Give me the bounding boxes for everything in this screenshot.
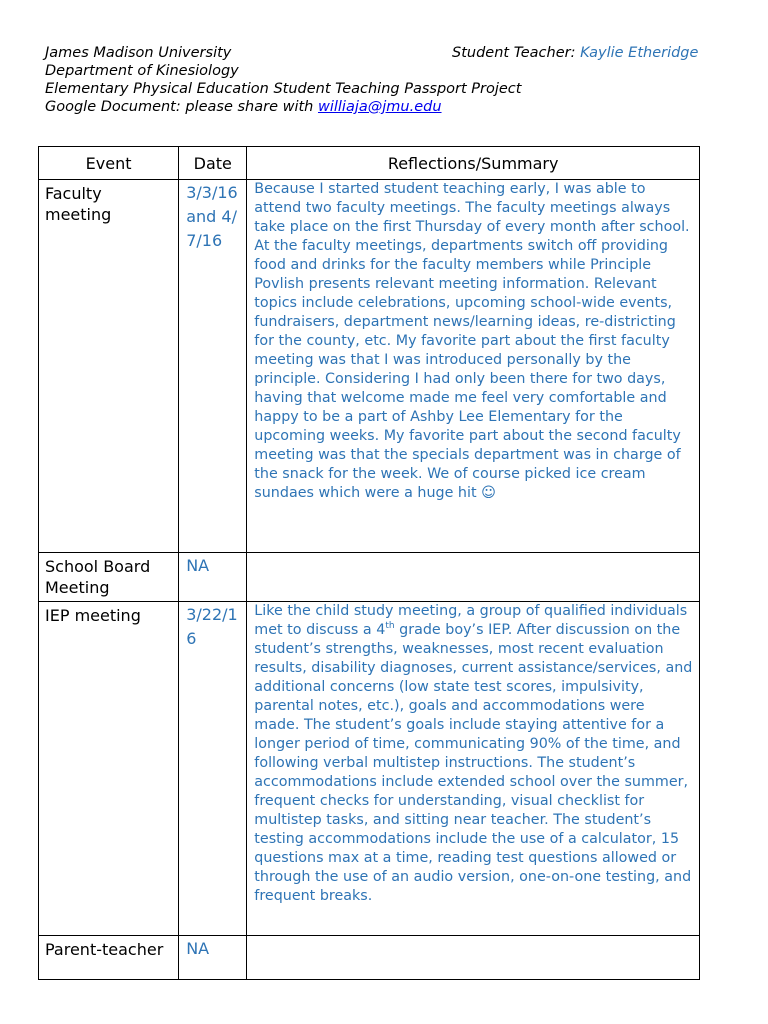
reflection-text-pre: Like the child study meeting, a group of qualified individuals met to discuss a 4 xyxy=(254,603,688,638)
date-cell: NA xyxy=(179,936,247,980)
event-cell: School Board Meeting xyxy=(39,553,179,602)
event-cell: Faculty meeting xyxy=(39,180,179,553)
header-date: Date xyxy=(179,147,247,180)
student-teacher-label: Student Teacher: xyxy=(452,45,581,61)
header-reflections: Reflections/Summary xyxy=(247,147,700,180)
reflection-cell: Because I started student teaching early, I was able to attend two faculty meetings. The faculty meetings always take place on the first Thursday of every month after school. At the faculty meetings, departments switch off providing food and drinks for the faculty members while Principle Povlish presents relevant meeting information. Relevant topics include celebrations, upcoming school-wide events, fundraisers, department news/learning ideas, re-districting for the county, etc. My favorite part about the first faculty meeting was that I was introduced personally by the principle. Considering I had only been there for two days, having that welcome made me feel very comfortable and happy to be a part of Ashby Lee Elementary for the upcoming weeks. My favorite part about the second faculty meeting was that the specials department was in charge of the snack for the week. We of course picked ice cream sundaes which were a huge hit ☺ xyxy=(247,180,700,553)
table-row xyxy=(39,602,700,936)
student-teacher xyxy=(452,44,698,62)
reflection-cell xyxy=(247,553,700,602)
email-link[interactable]: williaja@jmu.edu xyxy=(317,99,442,115)
header-event: Event xyxy=(39,147,179,180)
date-cell: 3/22/16 xyxy=(179,602,247,936)
reflection-cell xyxy=(247,936,700,980)
reflection-text-post: grade boy’s IEP. After discussion on the student’s strengths, weaknesses, most recent evaluation results, disability diagnoses, current assistance/services, and additional concerns (low state test scores, impulsivity, parental notes, etc.), goals and accommodations were made. The student’s goals include staying attentive for a longer period of time, communicating 90% of the time, and following verbal multistep instructions. The student’s accommodations include extended school over the summer, frequent checks for understanding, visual checklist for multistep tasks, and sitting near teacher. The student’s testing accommodations include the use of a calculator, 15 questions max at a time, reading test questions allowed or through the use of an audio version, one-on-one testing, and frequent breaks. xyxy=(254,622,693,904)
event-cell: Parent-teacher xyxy=(39,936,179,980)
date-cell: 3/3/16 and 4/7/16 xyxy=(179,180,247,553)
reflection-cell xyxy=(247,602,700,936)
project-title: Elementary Physical Education Student Teaching Passport Project xyxy=(45,81,522,97)
google-doc-line xyxy=(45,98,725,116)
ordinal-suffix: th xyxy=(385,621,395,632)
date-cell: NA xyxy=(179,553,247,602)
table-row xyxy=(39,180,700,553)
table-row xyxy=(39,553,700,602)
document-header xyxy=(45,44,725,116)
event-cell: IEP meeting xyxy=(39,602,179,936)
table-row xyxy=(39,936,700,980)
department-name: Department of Kinesiology xyxy=(45,63,239,79)
passport-table xyxy=(38,146,700,980)
table-header-row xyxy=(39,147,700,180)
student-teacher-name: Kaylie Etheridge xyxy=(580,45,699,61)
google-doc-prefix: Google Document: please share with xyxy=(45,99,318,115)
university-name: James Madison University xyxy=(45,45,232,61)
